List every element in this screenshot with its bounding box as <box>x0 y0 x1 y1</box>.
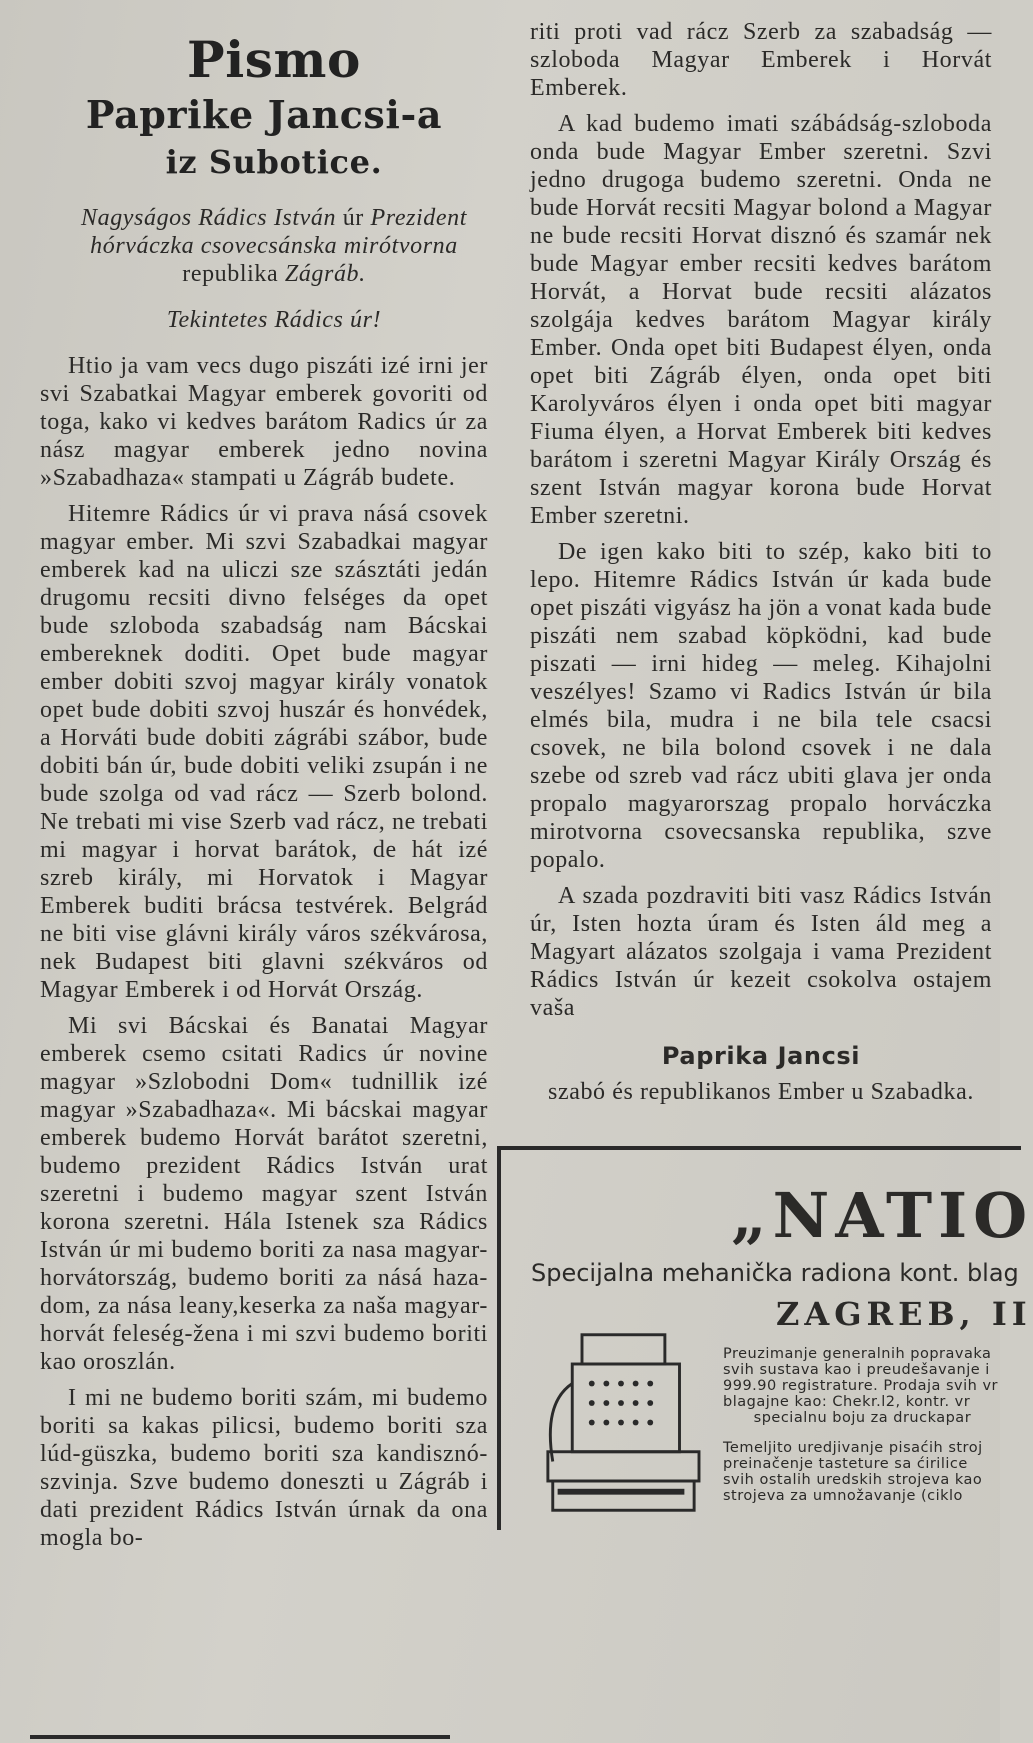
paragraph: Mi svi Bácskai és Banatai Magyar emberek csemo csitati Radics úr novine magyar »Szlobodni Dom« tudnillik izé magyar »Szabadhaza«. Mi bácskai magyar emberek budemo Horvát barátot szeretni, budemo prezident Rádics István urat szeretni i budemo magyar szent István korona szeretni. Hála Istenek sza Rádics István úr mi budemo boriti za nasa magyar-horvátország, budemo boriti za násá haza-dom, za nása leany,keserka za naša magyar-horvát feleség-žena i mi szvi budemo boriti kao oroszlán. <box>40 1013 488 1375</box>
column-divider-rule <box>30 1735 450 1739</box>
ad-text-typewriters: Temeljito uredjivanje pisaćih stroj preinačenje tasteture sa ćirilice svih ostalih uredskih strojeva kao strojeva za umnožavanje (ciklo <box>723 1440 983 1504</box>
address-italic-2: Prezident hórváczka csovecsánska mirótvorna <box>90 205 468 259</box>
article-title: Pismo <box>187 30 361 89</box>
right-column <box>530 18 1033 1530</box>
paragraph-continuation: riti proti vad rácz Szerb za szabadság — szloboda Magyar Emberek i Horvát Emberek. <box>530 19 992 101</box>
address-italic-1: Nagyságos Rádics István <box>80 205 337 231</box>
address-plain-2: republika <box>182 261 285 287</box>
ad-subtitle: Specijalna mehanička radiona kont. blag <box>531 1259 1019 1287</box>
article-title-line3: iz Subotice. <box>165 143 383 181</box>
ad-city: ZAGREB, II <box>776 1295 1032 1333</box>
paragraph: I mi ne budemo boriti szám, mi budemo boriti sa kakas pilicsi, budemo boriti sza lúd-güszka, budemo boriti sza kandisznó-szvinja. Szve budemo doneszti u Zágráb i dati prezident Rádics István úrnak da ona mogla bo- <box>40 1385 488 1551</box>
signature: Paprika Jancsi <box>661 1042 861 1070</box>
paragraph: A szada pozdraviti biti vasz Rádics István úr, Isten hozta úram és Isten áld meg a Magyart alázatos szolgaja i vama Prezident Rádics István úr kezeit csokolva ostajem vaša <box>530 883 992 1021</box>
address-plain-1: úr <box>336 205 371 231</box>
paragraph: De igen kako biti to szép, kako biti to lepo. Hitemre Rádics István úr kada bude opet piszáti vigyász ha jön a vonat kada bude piszáti nem szabad köpködni, kad bude piszati — irni hideg — meleg. Kihajolni veszélyes! Szamo vi Radics István úr bila elmés bila, mudra i ne bila tele csacsi csovek, ne bila bolond csovek i ne dala szebe od szreb vad rácz ubiti glava jer onda propalo magyarorszag propalo horváczka mirotvorna csovecsanska republika, szve popalo. <box>530 539 992 873</box>
ad-text-repairs: Preuzimanje generalnih popravaka svih sustava kao i preudešavanje i 999.90 registrature. Prodaja svih vr blagajne kao: Chekr.l2, kontr. vr specialnu boju za druckapar <box>723 1346 999 1426</box>
signature-subtitle: szabó és republikanos Ember u Szabadka. <box>548 1079 974 1105</box>
left-column <box>40 30 488 1560</box>
paragraph: Hitemre Rádics úr vi prava násá csovek magyar ember. Mi szvi Szabadkai magyar emberek kad na uliczi sze szásztáti jedán drugomu recsiti divno felséges da opet bude szloboda szabadság nam Bácskai embereknek doditi. Opet bude magyar ember dobiti szvoj magyar király vonatok opet bude dobiti szvoj huszár és honvédek, a Horváti bude dobiti zágrábi szábor, bude dobiti bán úr, bude dobiti veliki zsupán i ne bude szolga od vad rácz — Szerb bolond. Ne trebati mi vise Szerb vad rácz, ne trebati mi magyar i horvat barátok, de hát izé szreb király, mi Horvatok i Magyar Emberek buditi brácsa testvérek. Belgrád ne biti vise glávni király város székvárosa, nek Budapest biti glavni székváros od Magyar Emberek i od Horvát Ország. <box>40 501 488 1003</box>
address-line <box>60 204 488 288</box>
cash-register-icon <box>536 1325 706 1520</box>
salutation: Tekintetes Rádics úr! <box>166 307 382 333</box>
advertisement-box <box>497 1146 1033 1530</box>
paragraph: Htio ja vam vecs dugo piszáti izé irni jer svi Szabatkai Magyar emberek govoriti od toga, kako vi kedves barátom Radics úr za nász magyar emberek jedno novina »Szabadhaza« stampati u Zágráb budete. <box>40 353 488 491</box>
article-title-line2: Paprike Jancsi-a <box>85 92 443 137</box>
address-italic-3: Zágráb. <box>284 261 366 287</box>
paragraph: A kad budemo imati szábádság-szloboda onda bude Magyar Ember szeretni. Szvi jedno drugoga budemo szeretni. Onda ne bude Horvát recsiti Magyar bolond a Magyar ne bude recsiti Horvat disznó és szamár nek bude Magyar ember recsiti kedves barátom Horvát, a Horvat bude recsiti alázatos szolgája kedves barátom Magyar király Ember. Onda opet biti Budapest élyen, onda opet biti Zágráb élyen, onda opet biti Karolyváros élyen i onda opet biti magyar Fiuma élyen, a Horvat Emberek biti kedves barátom i szeretni Magyar Király Ország és szent István magyar korona bude Horvat Ember szeretni. <box>530 111 992 529</box>
ad-company-name: „NATIO <box>731 1179 1033 1252</box>
